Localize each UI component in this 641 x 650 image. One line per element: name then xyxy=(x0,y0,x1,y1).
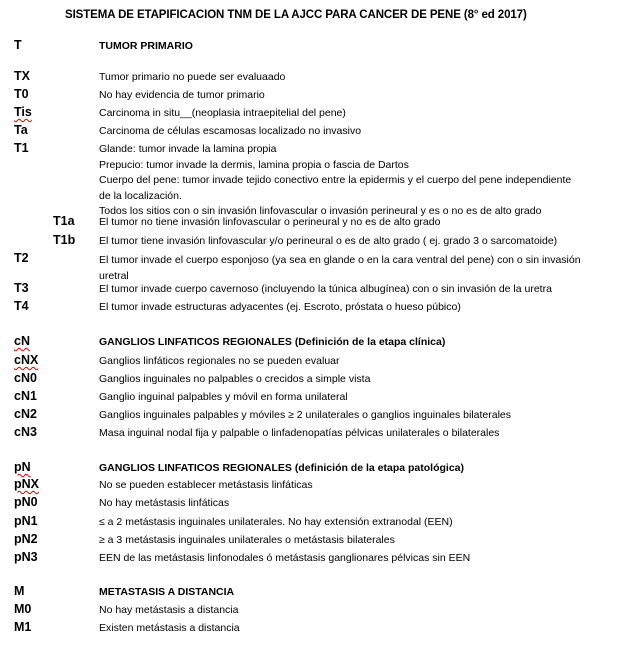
description-line: Cuerpo del pene: tumor invade tejido conectivo entre la epidermis y el cuerpo del pene independiente xyxy=(99,174,572,186)
stage-description xyxy=(99,426,619,441)
stage-code: cN1 xyxy=(14,389,37,403)
stage-code: T1a xyxy=(53,214,75,228)
description-line: Ganglios inguinales no palpables o crecidos a simple vista xyxy=(99,373,371,385)
stage-code: T4 xyxy=(14,299,29,313)
description-line: Carcinoma de células escamosas localizado no invasivo xyxy=(99,125,362,137)
stage-code: T1 xyxy=(14,141,29,155)
description-line: No hay metástasis linfáticas xyxy=(99,497,230,509)
stage-description xyxy=(99,88,619,103)
description-line: de la localización. xyxy=(99,189,182,202)
stage-description xyxy=(99,106,619,121)
description-line: Tumor primario no puede ser evaluaado xyxy=(99,71,286,83)
stage-code: T2 xyxy=(14,251,29,265)
description-line: El tumor invade cuerpo cavernoso (incluyendo la túnica albugínea) con o sin invasión de la uretra xyxy=(99,283,552,295)
stage-description xyxy=(99,282,619,297)
stage-description xyxy=(99,551,619,566)
stage-code: cN3 xyxy=(14,425,37,439)
section-heading: GANGLIOS LINFATICOS REGIONALES (definición de la etapa patológica) xyxy=(99,462,465,474)
stage-description xyxy=(99,354,619,369)
stage-code: Ta xyxy=(14,123,28,137)
document-title: SISTEMA DE ETAPIFICACION TNM DE LA AJCC PARA CANCER DE PENE (8° ed 2017) xyxy=(65,9,527,21)
description-line: Prepucio: tumor invade la dermis, lamina propia o fascia de Dartos xyxy=(99,158,409,171)
description-line: Glande: tumor invade la lamina propia xyxy=(99,143,277,155)
stage-code: pN3 xyxy=(14,550,38,564)
description-line: Ganglios inguinales palpables y móviles ≥ 2 unilaterales o ganglios inguinales bilaterales xyxy=(99,409,512,421)
stage-description xyxy=(99,70,619,85)
stage-code: cNX xyxy=(14,353,39,367)
description-line: Carcinoma in situ__(neoplasia intraepitelial del pene) xyxy=(99,107,346,119)
stage-description xyxy=(99,215,619,230)
stage-code: M0 xyxy=(14,602,32,616)
stage-code: pN0 xyxy=(14,495,38,509)
description-line: No hay metástasis a distancia xyxy=(99,604,239,616)
stage-description xyxy=(99,603,619,618)
description-line: Ganglios linfáticos regionales no se pueden evaluar xyxy=(99,355,340,367)
description-line: uretral xyxy=(99,270,129,282)
stage-code: T3 xyxy=(14,281,29,295)
description-line: El tumor tiene invasión linfovascular y/o perineural o es de alto grado ( ej. grado 3 o sarcomatoide) xyxy=(99,235,558,247)
stage-code: T0 xyxy=(14,87,29,101)
stage-code: pN1 xyxy=(14,514,38,528)
stage-description xyxy=(99,533,619,548)
stage-description xyxy=(99,252,619,284)
description-line: ≤ a 2 metástasis inguinales unilaterales. No hay extensión extranodal (EEN) xyxy=(99,516,453,528)
stage-description xyxy=(99,478,619,493)
description-line: EEN de las metástasis linfonodales ó metástasis ganglionares pélvicas sin EEN xyxy=(99,552,471,564)
section-code: cN xyxy=(14,334,30,348)
stage-description xyxy=(99,234,619,249)
stage-description xyxy=(99,372,619,387)
stage-description xyxy=(99,124,619,139)
section-heading: METASTASIS A DISTANCIA xyxy=(99,586,235,598)
section-code: T xyxy=(14,38,22,52)
section-code: pN xyxy=(14,460,31,474)
section-code: M xyxy=(14,584,25,598)
stage-code: pNX xyxy=(14,477,39,491)
description-line: El tumor invade estructuras adyacentes (ej. Escroto, próstata o hueso púbico) xyxy=(99,301,461,313)
description-line: No hay evidencia de tumor primario xyxy=(99,89,265,101)
description-line: El tumor invade el cuerpo esponjoso (ya sea en glande o en la cara ventral del pene) con o sin invasión xyxy=(99,254,581,266)
stage-description xyxy=(99,621,619,636)
description-line: Masa inguinal nodal fija y palpable o linfadenopatías pélvicas unilaterales o bilaterales xyxy=(99,427,500,439)
stage-code: pN2 xyxy=(14,532,38,546)
description-line: Ganglio inguinal palpables y móvil en forma unilateral xyxy=(99,391,348,403)
section-heading: TUMOR PRIMARIO xyxy=(99,40,193,52)
stage-description xyxy=(99,496,619,511)
stage-description xyxy=(99,142,619,220)
stage-code: T1b xyxy=(53,233,76,247)
stage-code: Tis xyxy=(14,105,32,119)
description-line: El tumor no tiene invasión linfovascular o perineural y no es de alto grado xyxy=(99,216,441,228)
stage-code: TX xyxy=(14,69,30,83)
stage-description xyxy=(99,300,619,315)
description-line: Todos los sitios con o sin invasión linfovascular o invasión perineural y es o no es de alto grado xyxy=(99,205,542,217)
stage-code: cN0 xyxy=(14,371,37,385)
stage-code: M1 xyxy=(14,620,32,634)
description-line: ≥ a 3 metástasis inguinales unilaterales o metástasis bilaterales xyxy=(99,534,395,546)
stage-code: cN2 xyxy=(14,407,37,421)
description-line: No se pueden establecer metástasis linfáticas xyxy=(99,479,313,491)
stage-description xyxy=(99,408,619,423)
section-heading: GANGLIOS LINFATICOS REGIONALES (Definición de la etapa clínica) xyxy=(99,336,446,348)
stage-description xyxy=(99,390,619,405)
description-line: Existen metástasis a distancia xyxy=(99,622,240,634)
stage-description xyxy=(99,515,619,530)
